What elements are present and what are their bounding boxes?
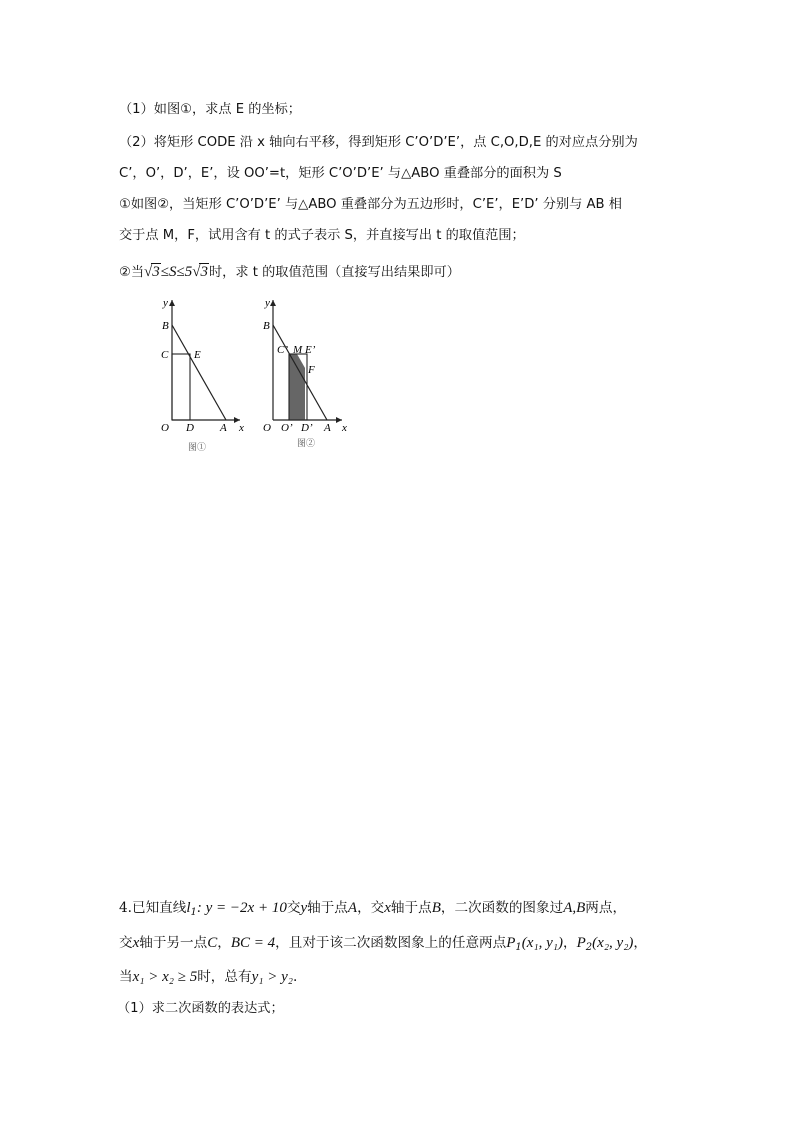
points-AB: A,B <box>563 900 586 916</box>
sqrt-3-a: √3 <box>144 264 160 280</box>
q4-text: ，且对于该二次函数图象上的任意两点 <box>275 935 507 951</box>
var-l: l <box>186 900 191 916</box>
q4-text: ，二次函数的图象过 <box>440 900 564 916</box>
label-x: x <box>239 422 244 434</box>
point-B: B <box>431 900 441 916</box>
caption-figure-2: 图② <box>297 438 316 448</box>
q4-line1 <box>119 898 714 923</box>
label-O-prime: O’ <box>281 422 293 434</box>
q3-sub2-prefix: ②当 <box>119 265 145 280</box>
label-M: M <box>293 344 303 356</box>
q4-text: ， <box>217 935 231 951</box>
point-P: P <box>506 935 516 951</box>
q4-text: ， <box>563 935 577 951</box>
rectangle-CODE <box>172 354 190 420</box>
label-C-prime: C’ <box>277 344 288 356</box>
label-A: A <box>220 422 227 434</box>
q4-line3 <box>119 967 714 987</box>
point-C: C <box>207 935 218 951</box>
radicand: 3 <box>152 264 160 280</box>
q4-text: 当 <box>119 969 133 985</box>
line-AB <box>172 325 226 420</box>
q4-text: 时，总有 <box>197 969 252 985</box>
q4-text: 交 <box>286 900 301 916</box>
coords-P2: (x₂, y₂) <box>592 935 634 951</box>
label-O: O <box>161 422 169 434</box>
label-D: D <box>186 422 194 434</box>
result: y₁ > y₂ <box>251 969 293 985</box>
overlap-pentagon <box>289 354 305 420</box>
q4-text: 交 <box>119 935 133 951</box>
subscript: 1 <box>190 907 197 918</box>
q4-text: 两点， <box>585 900 627 916</box>
q4-text: ， <box>633 935 648 951</box>
caption-figure-1: 图① <box>188 442 207 452</box>
q3-part2-line1: （2）将矩形 CODE 沿 x 轴向右平移，得到矩形 C’O’D’E’，点 C,O,D,E 的对应点分别为 <box>119 135 638 150</box>
label-A: A <box>324 422 331 434</box>
figure-1 <box>161 297 244 452</box>
figures <box>150 295 370 469</box>
label-O: O <box>263 422 271 434</box>
q3-sub2-suffix: 时，求 t 的取值范围（直接写出结果即可） <box>208 265 460 280</box>
label-C: C <box>161 349 169 361</box>
q4-text: 4.已知直线 <box>119 900 187 916</box>
label-E: E <box>194 349 201 361</box>
label-y: y <box>265 297 270 309</box>
q4-line2 <box>119 933 714 958</box>
q4-part1: （1）求二次函数的表达式； <box>117 1001 284 1016</box>
label-B: B <box>263 320 270 332</box>
figure-2 <box>263 297 347 448</box>
q4-text: 轴于点 <box>390 900 432 916</box>
q3-part2-line2: C’，O’，D’，E’，设 OO’=t，矩形 C’O’D’E’ 与△ABO 重叠部分的面积为 S <box>119 166 562 181</box>
equation-BC: BC = 4 <box>230 935 276 951</box>
y-axis-arrow <box>169 300 175 306</box>
coef-5: 5 <box>184 264 193 280</box>
point-P: P <box>576 935 586 951</box>
le-sign: ≤ <box>176 264 185 280</box>
y-axis-arrow <box>270 300 276 306</box>
figure-diagrams <box>150 295 370 465</box>
label-x: x <box>342 422 347 434</box>
point-A: A <box>347 900 358 916</box>
q3-sub2 <box>119 262 714 283</box>
equation-l1: : y = −2x + 10 <box>196 900 287 916</box>
q4-text: . <box>292 969 298 985</box>
q4-text: 轴于另一点 <box>139 935 208 951</box>
condition: x₁ > x₂ ≥ 5 <box>132 969 198 985</box>
label-F: F <box>308 364 315 376</box>
q4-text: 轴于点 <box>307 900 348 916</box>
subscript: 1 <box>515 942 522 953</box>
var-x: x <box>384 900 391 916</box>
q3-sub1-line1: ①如图②，当矩形 C’O’D’E’ 与△ABO 重叠部分为五边形时，C’E’，E’D’ 分别与 AB 相 <box>119 197 622 212</box>
q4-text: ，交 <box>357 900 385 916</box>
sqrt-3-b: √3 <box>192 264 208 280</box>
var-y: y <box>300 900 308 916</box>
q3-sub1-line2: 交于点 M，F，试用含有 t 的式子表示 S，并直接写出 t 的取值范围； <box>119 228 525 243</box>
label-E-prime: E’ <box>305 344 316 356</box>
le-sign: ≤ <box>160 264 169 280</box>
var-x: x <box>132 935 140 951</box>
label-B: B <box>162 320 169 332</box>
var-S: S <box>168 264 177 280</box>
label-y: y <box>163 297 168 309</box>
coords-P1: (x₁, y₁) <box>521 935 564 951</box>
radicand: 3 <box>200 264 208 280</box>
label-D-prime: D’ <box>301 422 313 434</box>
subscript: 2 <box>585 942 593 953</box>
q3-part1: （1）如图①，求点 E 的坐标； <box>119 102 301 117</box>
